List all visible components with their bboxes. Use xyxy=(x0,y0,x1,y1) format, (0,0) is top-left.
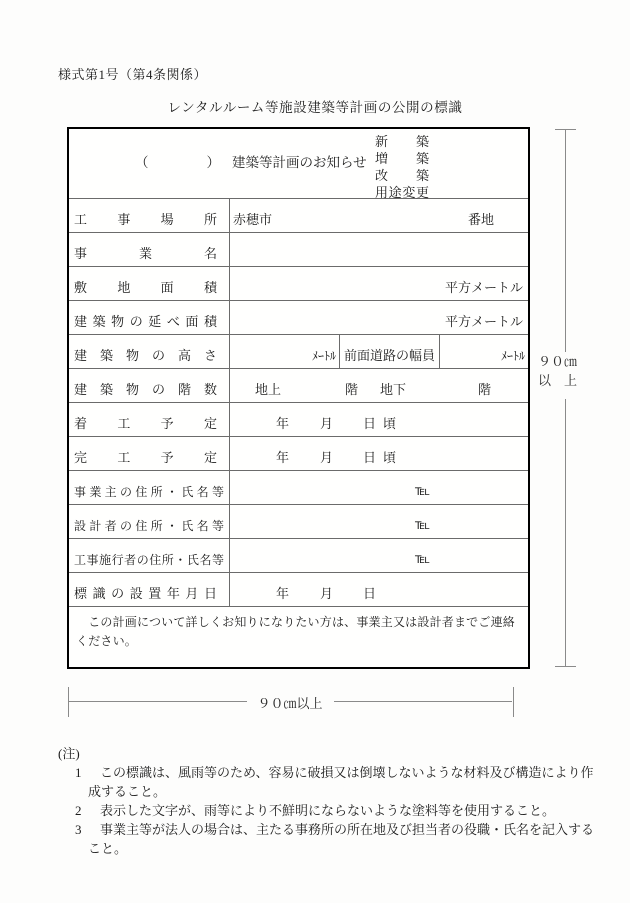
note-text: この標識は、風雨等のため、容易に破損又は倒壊しないような材料及び構造により作成すること。 xyxy=(88,765,594,799)
document-title: レンタルルーム等施設建築等計画の公開の標識 xyxy=(167,100,463,115)
tel-symbol: ℡ xyxy=(415,552,431,567)
row-value xyxy=(230,369,528,402)
row-label: 建築物の高さ xyxy=(74,348,217,363)
note-number: 1 xyxy=(75,765,82,780)
paren-open: （ xyxy=(135,155,149,170)
note-text: 事業主等が法人の場合は、主たる事務所の所在地及び担当者の役職・氏名を記入すること。 xyxy=(88,822,595,856)
row-label: 着工予定 xyxy=(74,416,217,431)
row-designer-address-name xyxy=(69,505,528,539)
dimension-bottom-line-right xyxy=(334,701,512,702)
work-type-list xyxy=(375,133,429,201)
note-item-3 xyxy=(58,820,598,858)
notes-heading: (注) xyxy=(58,746,80,761)
row-value xyxy=(230,573,528,606)
row-label: 工事場所 xyxy=(74,212,217,227)
tel-symbol: ℡ xyxy=(415,484,431,499)
month-label: 月 xyxy=(320,450,334,465)
row-planned-start xyxy=(69,403,528,437)
dimension-bottom-left-tick xyxy=(68,687,69,717)
row-value xyxy=(230,199,528,232)
note-number: 3 xyxy=(75,822,82,837)
year-label: 年 xyxy=(276,416,290,431)
note-number: 2 xyxy=(75,803,82,818)
row-label: 敷地面積 xyxy=(74,280,217,295)
row-planned-completion xyxy=(69,437,528,471)
row-site-area xyxy=(69,267,528,301)
row-value xyxy=(230,267,528,300)
row-value xyxy=(230,437,528,470)
height-value-cell xyxy=(230,335,340,368)
sign-header xyxy=(69,129,528,199)
note-text: 表示した文字が、雨等により不鮮明にならないような塗料等を使用すること。 xyxy=(100,803,556,818)
city-prefix: 赤穂市 xyxy=(233,212,273,227)
row-owner-address-name xyxy=(69,471,528,505)
banchi-suffix: 番地 xyxy=(467,212,494,227)
dimension-bottom-line-left xyxy=(69,701,247,702)
approx-label: 頃 xyxy=(383,450,397,465)
row-project-name xyxy=(69,233,528,267)
notice-header-text xyxy=(135,151,367,171)
row-value xyxy=(230,233,528,266)
row-label: 工事施行者の住所・氏名等 xyxy=(74,553,224,567)
floors-unit: 階 xyxy=(345,382,359,397)
unit-label: 平方メートル xyxy=(444,280,523,295)
notes-section xyxy=(58,744,598,858)
row-value xyxy=(230,301,528,334)
month-label: 月 xyxy=(320,586,334,601)
row-label: 標識の設置年月日 xyxy=(74,586,217,601)
notice-title: 建築等計画のお知らせ xyxy=(232,155,367,170)
below-ground-label: 地下 xyxy=(380,382,407,397)
row-construction-site xyxy=(69,199,528,233)
tel-symbol: ℡ xyxy=(415,518,431,533)
day-label: 日 xyxy=(363,450,377,465)
row-label: 建築物の階数 xyxy=(74,382,217,397)
month-label: 月 xyxy=(320,416,334,431)
approx-label: 頃 xyxy=(383,416,397,431)
road-width-label: 前面道路の幅員 xyxy=(343,348,435,363)
row-value xyxy=(230,335,528,368)
row-value xyxy=(230,403,528,436)
road-width-label-cell xyxy=(340,335,440,368)
work-type-usage-change: 用途変更 xyxy=(375,185,429,200)
above-ground-label: 地上 xyxy=(255,382,282,397)
day-label: 日 xyxy=(363,416,377,431)
note-item-1 xyxy=(58,763,598,801)
row-value xyxy=(230,471,528,504)
row-label: 事業主の住所・氏名等 xyxy=(74,485,224,499)
unit-label: ﾒｰﾄﾙ xyxy=(311,349,336,363)
unit-label: 平方メートル xyxy=(444,314,523,329)
dimension-bottom-label: ９０㎝以上 xyxy=(257,696,323,711)
dimension-bottom-right-tick xyxy=(513,687,514,717)
row-label: 完工予定 xyxy=(74,450,217,465)
row-label: 建築物の延べ面積 xyxy=(74,314,217,329)
work-type-renovation: 改築 xyxy=(375,168,429,183)
unit-label: ﾒｰﾄﾙ xyxy=(500,349,525,363)
work-type-new: 新築 xyxy=(375,134,429,149)
paren-close: ） xyxy=(206,155,220,170)
year-label: 年 xyxy=(276,450,290,465)
sign-footer-note: この計画について詳しくお知りになりたい方は、事業主又は設計者までご連絡ください。 xyxy=(76,615,515,648)
day-label: 日 xyxy=(363,586,377,601)
row-number-of-floors xyxy=(69,369,528,403)
row-value xyxy=(230,505,528,538)
row-contractor-address-name xyxy=(69,539,528,573)
year-label: 年 xyxy=(276,586,290,601)
dimension-right-bottom-tick xyxy=(555,666,576,667)
row-value xyxy=(230,539,528,572)
road-width-value-cell xyxy=(440,335,528,368)
floors-unit: 階 xyxy=(478,382,492,397)
row-total-floor-area xyxy=(69,301,528,335)
row-label: 設計者の住所・氏名等 xyxy=(74,519,224,533)
form-number: 様式第1号（第4条関係） xyxy=(58,67,208,82)
row-building-height xyxy=(69,335,528,369)
work-type-extension: 増築 xyxy=(375,151,429,166)
row-label: 事業名 xyxy=(74,246,217,261)
dimension-right-label: ９０㎝ 以 上 xyxy=(538,354,578,388)
sign-board xyxy=(67,127,530,669)
dimension-right-line-upper xyxy=(565,129,566,352)
note-item-2 xyxy=(58,801,598,820)
dimension-right-line-lower xyxy=(565,399,566,667)
row-sign-installation-date xyxy=(69,573,528,607)
